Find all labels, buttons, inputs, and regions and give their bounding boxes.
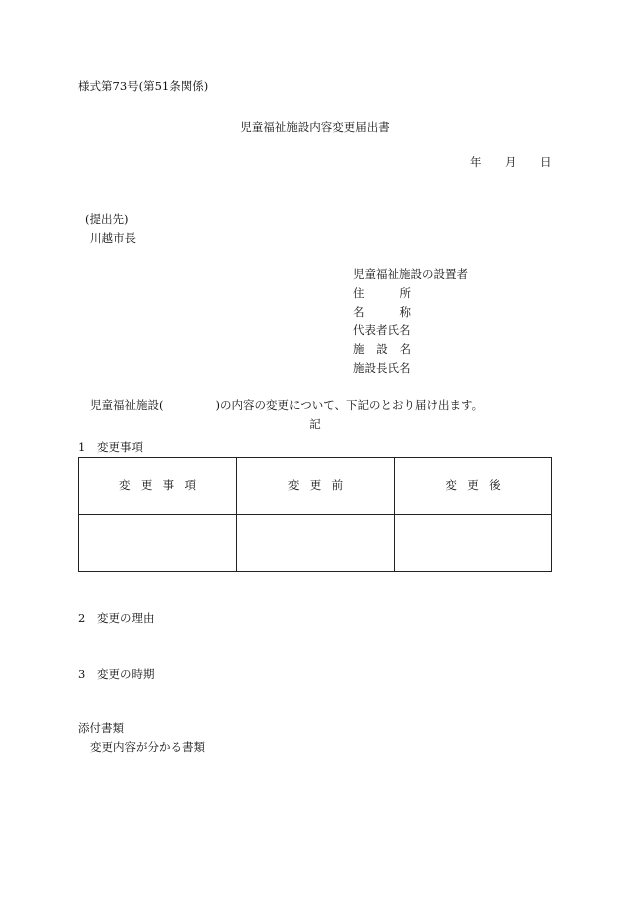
table-cell[interactable] bbox=[395, 515, 551, 571]
month-label: 月 bbox=[505, 155, 517, 169]
address-label-char: 住 bbox=[353, 286, 365, 300]
ki-marker: 記 bbox=[309, 417, 321, 431]
section-number: 1 bbox=[78, 440, 86, 454]
section-title: 変更の時期 bbox=[97, 667, 155, 681]
table-header-cell: 変更前 bbox=[237, 458, 395, 515]
change-table bbox=[78, 457, 552, 572]
address-label bbox=[353, 288, 411, 300]
section-number: 2 bbox=[78, 611, 86, 625]
addressee-name: 川越市長 bbox=[90, 231, 136, 245]
submitter-heading: 児童福祉施設の設置者 bbox=[353, 267, 468, 281]
attachments-title: 添付書類 bbox=[78, 721, 124, 735]
table-header-cell: 変更事項 bbox=[79, 458, 237, 515]
section-heading bbox=[78, 669, 155, 681]
declaration-prefix: 児童福祉施設( bbox=[90, 398, 164, 412]
page-title: 児童福祉施設内容変更届出書 bbox=[240, 120, 390, 134]
attachment-item: 変更内容が分かる書類 bbox=[90, 740, 205, 754]
day-label: 日 bbox=[540, 155, 552, 169]
name-label-char: 称 bbox=[399, 305, 411, 319]
facility-label-char: 名 bbox=[399, 342, 411, 356]
section-heading bbox=[78, 613, 155, 625]
form-number: 様式第73号(第51条関係) bbox=[78, 79, 209, 93]
name-label bbox=[353, 307, 411, 319]
year-label: 年 bbox=[470, 155, 482, 169]
table-cell[interactable] bbox=[237, 515, 395, 571]
representative-label: 代表者氏名 bbox=[353, 323, 411, 337]
table-header-cell: 変更後 bbox=[395, 458, 551, 515]
facility-label-char: 設 bbox=[376, 342, 388, 356]
section-number: 3 bbox=[78, 667, 86, 681]
declaration-suffix: )の内容の変更について、下記のとおり届け出ます。 bbox=[215, 398, 484, 412]
section-title: 変更事項 bbox=[97, 440, 143, 454]
name-label-char: 名 bbox=[353, 305, 365, 319]
facility-name-label bbox=[353, 344, 411, 356]
section-title: 変更の理由 bbox=[97, 611, 155, 625]
facility-label-char: 施 bbox=[353, 342, 365, 356]
table-cell[interactable] bbox=[79, 515, 237, 571]
section-heading bbox=[78, 442, 143, 454]
address-label-char: 所 bbox=[399, 286, 411, 300]
addressee-label: (提出先) bbox=[85, 212, 129, 226]
declaration bbox=[90, 400, 483, 412]
director-label: 施設長氏名 bbox=[353, 361, 411, 375]
